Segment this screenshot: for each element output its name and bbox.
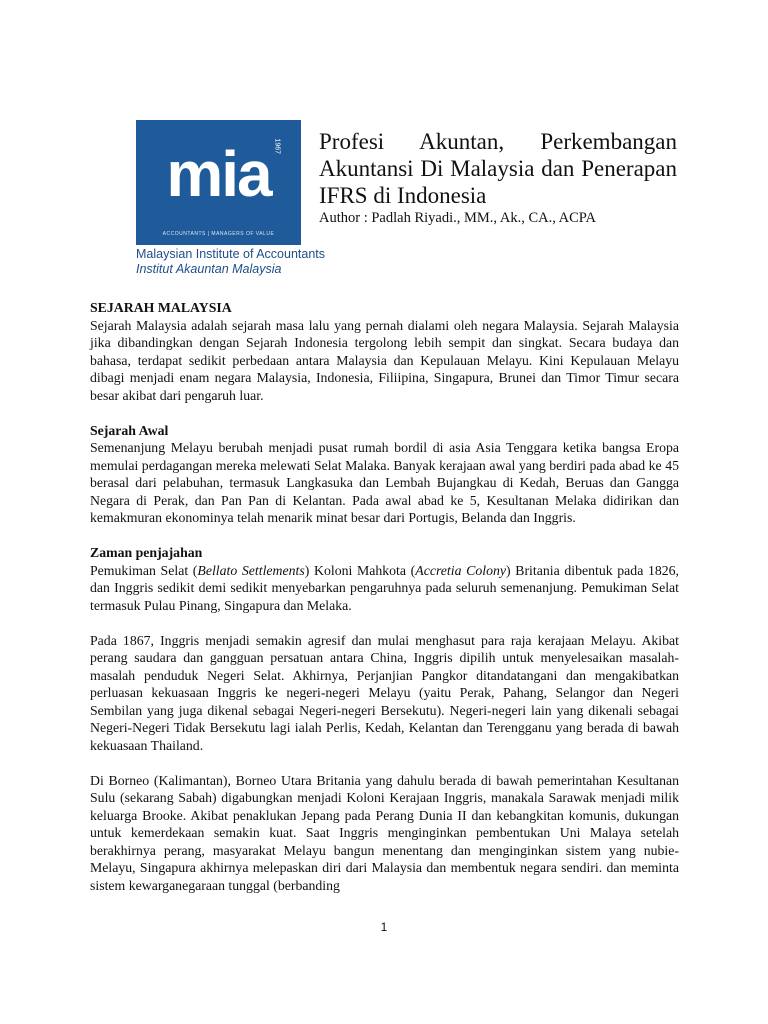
section-heading-sejarah-awal: Sejarah Awal [90, 422, 169, 438]
logo-mark: mia [166, 138, 271, 210]
logo-tagline: ACCOUNTANTS | MANAGERS OF VALUE [162, 231, 275, 237]
paragraph: Pemukiman Selat (Bellato Settlements) Koloni Mahkota (Accretia Colony) Britania dibentuk pada 1826, dan Inggris sedikit demi sedikit menyebarkan pengaruhnya pada seluruh semenanjung. Pemukiman Selat termasuk Pulau Pinang, Singapura dan Melaka. [90, 562, 680, 613]
logo-block [136, 120, 325, 277]
paragraph: Sejarah Malaysia adalah sejarah masa lalu yang pernah dialami oleh negara Malaysia. Sejarah Malaysia jika dibandingkan dengan Sejarah Indonesia tergolong lebih sempit dan singkat. Secara budaya dan bahasa, terdapat sedikit perbedaan antara Malaysia dan Kepulauan Melayu. Kini Kepulauan Melayu dibagi menjadi enam negara Malaysia, Indonesia, Filiipina, Singapura, Brunei dan Timor Timur secara besar akibat dari pengaruh luar. [90, 317, 679, 403]
logo-year: 1967 [274, 138, 281, 154]
mia-logo [136, 120, 301, 245]
section-heading-sejarah-malaysia: SEJARAH MALAYSIA [90, 300, 232, 315]
paragraph: Semenanjung Melayu berubah menjadi pusat rumah bordil di asia Asia Tenggara ketika bangsa Eropa memulai perdagangan mereka melewati Selat Malaka. Banyak kerajaan awal yang berdiri pada abad ke 45 berasal dari pelabuhan, termasuk Langkasuka dan Lembah Bujangkau di Kedah, Beruas dan Gangga Negara di Perak, dan Pan Pan di Kelantan. Pada awal abad ke 5, Kesultanan Melaka didirikan dan kemakmuran ekonominya telah menarik minat besar dari Portugis, Belanda dan Inggris. [90, 440, 679, 525]
page-number: 1 [380, 920, 388, 934]
logo-name-malay: Institut Akauntan Malaysia [136, 262, 282, 276]
paragraph: Pada 1867, Inggris menjadi semakin agresif dan mulai menghasut para raja kerajaan Melayu. Akibat perang saudara dan gangguan persatuan antara China, Inggris dipilih untuk menyelesaikan masalah-masalah penduduk Negeri Selat. Akhirnya, Perjanjian Pangkor ditandatangani dan mengakibatkan perluasan kekuasaan Inggris ke negeri-negeri Melayu (yaitu Perak, Pahang, Selangor dan Negeri Sembilan yang juga dikenal sebagai Negeri-negeri Bersekutu). Negeri-negeri lain yang dikenali sebagai Negeri-Negeri Tidak Bersekutu lagi ialah Perlis, Kedah, Kelantan dan Terengganu yang berada di bawah kekuasaan Thailand. [90, 632, 679, 753]
document-title: Profesi Akuntan, Perkembangan Akuntansi Di Malaysia dan Penerapan IFRS di Indonesia [319, 129, 677, 208]
logo-name-english: Malaysian Institute of Accountants [136, 247, 325, 261]
title-block [319, 128, 677, 227]
paragraph: Di Borneo (Kalimantan), Borneo Utara Britania yang dahulu berada di bawah pemerintahan Kesultanan Sulu (sekarang Sabah) digabungkan menjadi Koloni Kerajaan Inggris, manakala Sarawak menjadi milik keluarga Brooke. Akibat penaklukan Jepang pada Perang Dunia II dan kebangkitan komunis, dukungan untuk kemerdekaan semakin kuat. Saat Inggris menginginkan pembentukan Uni Malaya setelah berakhirnya perang, masyarakat Melayu bangun menentang dan menginginkan sistem yang nubie-Melayu, Singapura akhirnya melepaskan diri dari Malaysia dan membentuk negara sendiri. dan meminta sistem kewarganegaraan tunggal (berbanding [90, 772, 679, 893]
document-body [90, 299, 679, 894]
author-line: Author : Padlah Riyadi., MM., Ak., CA., ACPA [319, 210, 597, 226]
section-heading-zaman-penjajahan: Zaman penjajahan [90, 545, 203, 560]
